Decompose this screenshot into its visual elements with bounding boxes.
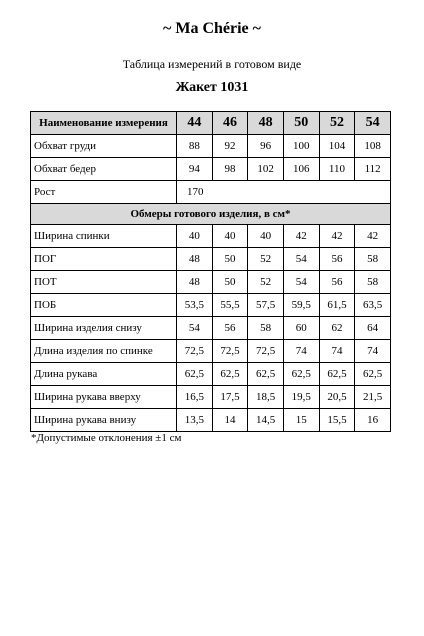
table-cell: 88 <box>177 135 213 158</box>
table-cell: 74 <box>283 340 319 363</box>
table-cell: 104 <box>319 135 355 158</box>
table-row <box>31 340 391 363</box>
table-cell: 50 <box>212 271 248 294</box>
table-cell: 14 <box>212 409 248 432</box>
product-title: Жакет 1031 <box>175 80 249 95</box>
section-title: Обмеры готового изделия, в см* <box>31 204 391 225</box>
table-cell: 59,5 <box>283 294 319 317</box>
size-header: 52 <box>319 112 355 135</box>
table-cell: 108 <box>355 135 391 158</box>
size-header: 50 <box>283 112 319 135</box>
row-label: Рост <box>31 181 177 204</box>
table-cell: 14,5 <box>248 409 284 432</box>
size-table-body <box>31 112 391 432</box>
table-cell: 62,5 <box>319 363 355 386</box>
table-cell: 50 <box>212 248 248 271</box>
table-cell: 40 <box>177 225 213 248</box>
section-row <box>31 204 391 225</box>
table-cell: 56 <box>212 317 248 340</box>
row-label: ПОБ <box>31 294 177 317</box>
table-cell: 42 <box>355 225 391 248</box>
table-cell: 54 <box>283 271 319 294</box>
table-cell: 98 <box>212 158 248 181</box>
table-row <box>31 386 391 409</box>
table-cell: 53,5 <box>177 294 213 317</box>
table-cell: 62 <box>319 317 355 340</box>
table-subtitle: Таблица измерений в готовом виде <box>122 57 302 71</box>
table-cell: 40 <box>248 225 284 248</box>
table-cell: 63,5 <box>355 294 391 317</box>
row-label: Ширина рукава вверху <box>31 386 177 409</box>
table-cell: 58 <box>355 248 391 271</box>
table-cell: 20,5 <box>319 386 355 409</box>
table-cell: 96 <box>248 135 284 158</box>
row-label: Обхват бедер <box>31 158 177 181</box>
table-row <box>31 271 391 294</box>
table-cell: 92 <box>212 135 248 158</box>
table-cell: 62,5 <box>212 363 248 386</box>
row-label: ПОГ <box>31 248 177 271</box>
row-label: Длина изделия по спинке <box>31 340 177 363</box>
table-cell: 21,5 <box>355 386 391 409</box>
table-cell: 100 <box>283 135 319 158</box>
table-cell: 56 <box>319 248 355 271</box>
table-cell: 54 <box>177 317 213 340</box>
row-label: Длина рукава <box>31 363 177 386</box>
table-cell: 110 <box>319 158 355 181</box>
size-header: 54 <box>355 112 391 135</box>
growth-value: 170 <box>177 181 391 204</box>
table-cell: 48 <box>177 271 213 294</box>
table-cell: 102 <box>248 158 284 181</box>
table-cell: 62,5 <box>283 363 319 386</box>
table-cell: 57,5 <box>248 294 284 317</box>
table-cell: 42 <box>283 225 319 248</box>
table-row <box>31 248 391 271</box>
table-cell: 72,5 <box>248 340 284 363</box>
table-cell: 52 <box>248 271 284 294</box>
table-cell: 74 <box>319 340 355 363</box>
size-table <box>30 111 391 432</box>
table-cell: 106 <box>283 158 319 181</box>
row-label: Ширина рукава внизу <box>31 409 177 432</box>
table-cell: 40 <box>212 225 248 248</box>
table-cell: 62,5 <box>355 363 391 386</box>
table-cell: 58 <box>355 271 391 294</box>
table-row <box>31 158 391 181</box>
table-cell: 58 <box>248 317 284 340</box>
table-cell: 16 <box>355 409 391 432</box>
table-cell: 13,5 <box>177 409 213 432</box>
table-cell: 60 <box>283 317 319 340</box>
table-cell: 64 <box>355 317 391 340</box>
table-cell: 19,5 <box>283 386 319 409</box>
table-cell: 56 <box>319 271 355 294</box>
row-label: ПОТ <box>31 271 177 294</box>
table-cell: 72,5 <box>212 340 248 363</box>
table-row <box>31 363 391 386</box>
table-row <box>31 294 391 317</box>
table-cell: 61,5 <box>319 294 355 317</box>
table-cell: 94 <box>177 158 213 181</box>
table-cell: 15,5 <box>319 409 355 432</box>
growth-row <box>31 181 391 204</box>
table-cell: 42 <box>319 225 355 248</box>
header-label: Наименование измерения <box>31 112 177 135</box>
brand-title: ~ Ma Chérie ~ <box>163 20 261 37</box>
table-row <box>31 317 391 340</box>
table-cell: 55,5 <box>212 294 248 317</box>
row-label: Ширина изделия снизу <box>31 317 177 340</box>
row-label: Обхват груди <box>31 135 177 158</box>
table-cell: 17,5 <box>212 386 248 409</box>
table-cell: 18,5 <box>248 386 284 409</box>
row-label: Ширина спинки <box>31 225 177 248</box>
header-row <box>31 112 391 135</box>
table-row <box>31 225 391 248</box>
table-cell: 62,5 <box>177 363 213 386</box>
table-cell: 112 <box>355 158 391 181</box>
table-cell: 54 <box>283 248 319 271</box>
table-row <box>31 409 391 432</box>
table-cell: 48 <box>177 248 213 271</box>
size-header: 46 <box>212 112 248 135</box>
table-cell: 16,5 <box>177 386 213 409</box>
table-cell: 15 <box>283 409 319 432</box>
table-cell: 62,5 <box>248 363 284 386</box>
tolerance-note: *Допустимые отклонения ±1 см <box>31 432 182 444</box>
table-cell: 52 <box>248 248 284 271</box>
table-row <box>31 135 391 158</box>
table-cell: 74 <box>355 340 391 363</box>
size-header: 44 <box>177 112 213 135</box>
table-cell: 72,5 <box>177 340 213 363</box>
size-header: 48 <box>248 112 284 135</box>
